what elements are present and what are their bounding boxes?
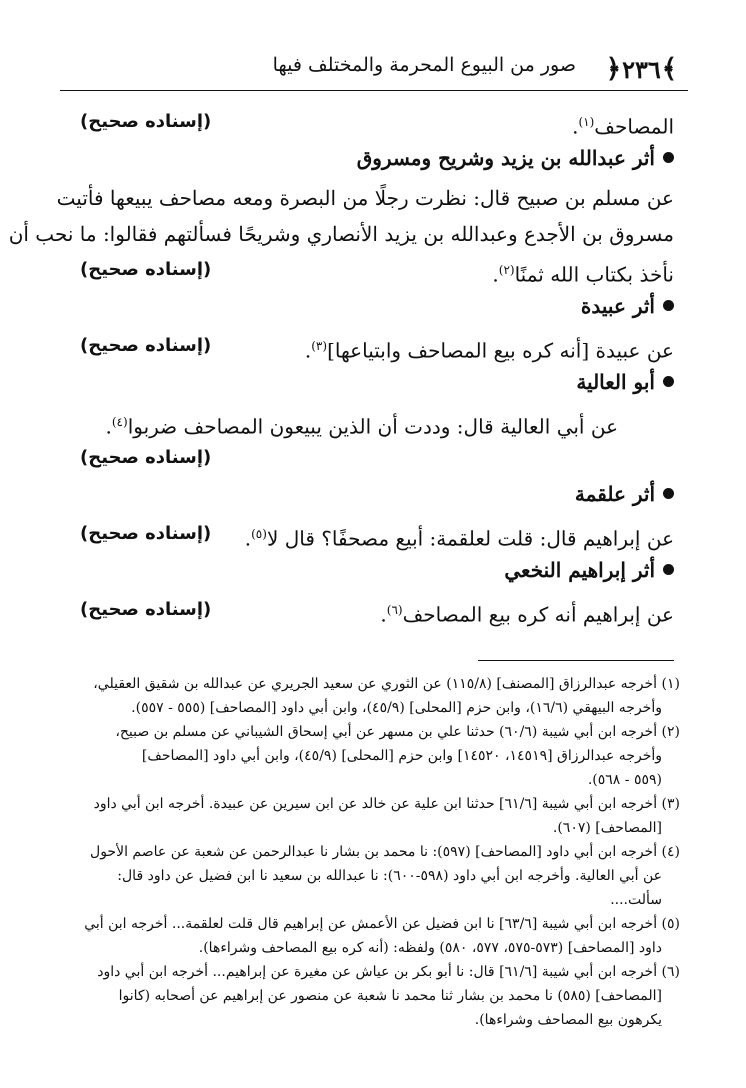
header-rule: [60, 90, 688, 91]
bullet-icon: [663, 488, 674, 499]
footnote-divider: [478, 660, 674, 661]
section-heading: أثر عبدالله بن يزيد وشريح ومسروق: [80, 140, 674, 180]
bullet-icon: [663, 300, 674, 311]
text-line: المصاحف$^{(١)}$. (إسناده صحيح): [80, 104, 674, 140]
footnote-line: يكرهون بيع المصاحف وشراءها).: [474, 1012, 662, 1028]
page-header: [60, 52, 688, 92]
text-line: عن إبراهيم قال: قلت لعلقمة: أبيع مصحفًا؟ قال لا$^{(٥)}$. (إسناده صحيح): [80, 516, 674, 552]
ornament-bracket-right-icon: ﴿: [605, 54, 622, 84]
section-heading: أبو العالية: [80, 364, 674, 404]
text-line: عن أبي العالية قال: وددت أن الذين يبيعون المصاحف ضربوا$^{(٤)}$.: [105, 414, 618, 439]
bullet-icon: [663, 152, 674, 163]
text-line: مسروق بن الأجدع وعبدالله بن يزيد الأنصاري وشريحًا فسألتهم فقالوا: ما نحب أن: [8, 222, 674, 246]
bullet-icon: [663, 376, 674, 387]
text-line: عن عبيدة [أنه كره بيع المصاحف وابتياعها]$^{(٣)}$. (إسناده صحيح): [80, 328, 674, 364]
bullet-icon: [663, 564, 674, 575]
running-title: صور من البيوع المحرمة والمختلف فيها: [272, 54, 576, 76]
footnotes: [68, 672, 680, 1032]
verdict-label: (إسناده صحيح): [80, 335, 212, 356]
footnote-line: (٢) أخرجه ابن أبي شيبة (٦٠/٦) حدثنا علي بن مسهر عن أبي إسحاق الشيباني عن مسلم بن صبيح،: [115, 724, 680, 740]
footnote-line: (٦) أخرجه ابن أبي شيبة [٦١/٦] قال: نا أبو بكر بن عياش عن مغيرة عن إبراهيم... أخرجه ابن أبي داود: [97, 964, 680, 980]
section-heading: أثر عبيدة: [80, 288, 674, 328]
section-heading: أثر علقمة: [80, 476, 674, 516]
footnote-line: (٤) أخرجه ابن أبي داود [المصاحف] (٥٩٧): نا محمد بن بشار نا عبدالرحمن عن شعبة عن عاصم الأحول: [90, 844, 680, 860]
main-text: [8, 104, 674, 628]
text-line: [80, 440, 674, 476]
footnote-line: [المصاحف] (٥٨٥) نا محمد بن بشار ثنا محمد نا شعبة عن منصور عن إبراهيم عن أصحابه (كانوا: [118, 988, 662, 1004]
text-line: عن إبراهيم أنه كره بيع المصاحف$^{(٦)}$. (إسناده صحيح): [80, 592, 674, 628]
text-line: عن مسلم بن صبيح قال: نظرت رجلًا من البصرة ومعه مصاحف يبيعها فأتيت: [56, 186, 674, 210]
footnote-line: سألت....: [610, 892, 662, 908]
footnote-line: وأخرجه البيهقي (١٦/٦)، وابن حزم [المحلى] (٤٥/٩)، وابن أبي داود [المصاحف] (٥٥٥ - ٥٥٧).: [131, 700, 662, 716]
footnote-line: (١) أخرجه عبدالرزاق [المصنف] (١١٥/٨) عن الثوري عن سعيد الجريري عن عبدالله بن شقيق العقيلي،: [93, 676, 680, 692]
footnote-line: عن أبي العالية. وأخرجه ابن أبي داود (٥٩٨-٦٠٠): نا عبدالله بن سعيد نا ابن فضيل عن داود قال:: [117, 868, 662, 884]
verdict-label: (إسناده صحيح): [80, 259, 212, 280]
footnote-line: (٥) أخرجه ابن أبي شيبة [٦٣/٦] نا ابن فضيل عن الأعمش عن إبراهيم قال قلت لعلقمة... أخرجه ابن أبي: [84, 916, 680, 932]
footnote-line: (٥٥٩ - ٥٦٨).: [587, 772, 662, 788]
footnote-line: داود [المصاحف] (٥٧٣-٥٧٥، ٥٧٧، ٥٨٠) ولفظه: (أنه كره بيع المصاحف وشراءها).: [198, 940, 662, 956]
text-line: نأخذ بكتاب الله ثمنًا$^{(٢)}$. (إسناده صحيح): [80, 252, 674, 288]
page-number: ٢٣٦: [622, 54, 661, 84]
section-heading: أثر إبراهيم النخعي: [80, 552, 674, 592]
verdict-label: (إسناده صحيح): [80, 523, 212, 544]
page-number-box: [595, 52, 688, 86]
verdict-label: (إسناده صحيح): [80, 599, 212, 620]
verdict-label: (إسناده صحيح): [80, 111, 212, 132]
footnote-line: وأخرجه عبدالرزاق [١٤٥١٩، ١٤٥٢٠] وابن حزم [المحلى] (٤٥/٩)، وابن أبي داود [المصاحف]: [141, 748, 662, 764]
footnote-line: (٣) أخرجه ابن أبي شيبة [٦١/٦] حدثنا ابن علية عن خالد عن ابن سيرين عن عبيدة. أخرجه ابن أبي داود: [93, 796, 680, 812]
ornament-bracket-left-icon: ﴾: [661, 54, 677, 84]
footnote-line: [المصاحف] (٦٠٧).: [552, 820, 662, 836]
verdict-label: (إسناده صحيح): [80, 447, 212, 468]
